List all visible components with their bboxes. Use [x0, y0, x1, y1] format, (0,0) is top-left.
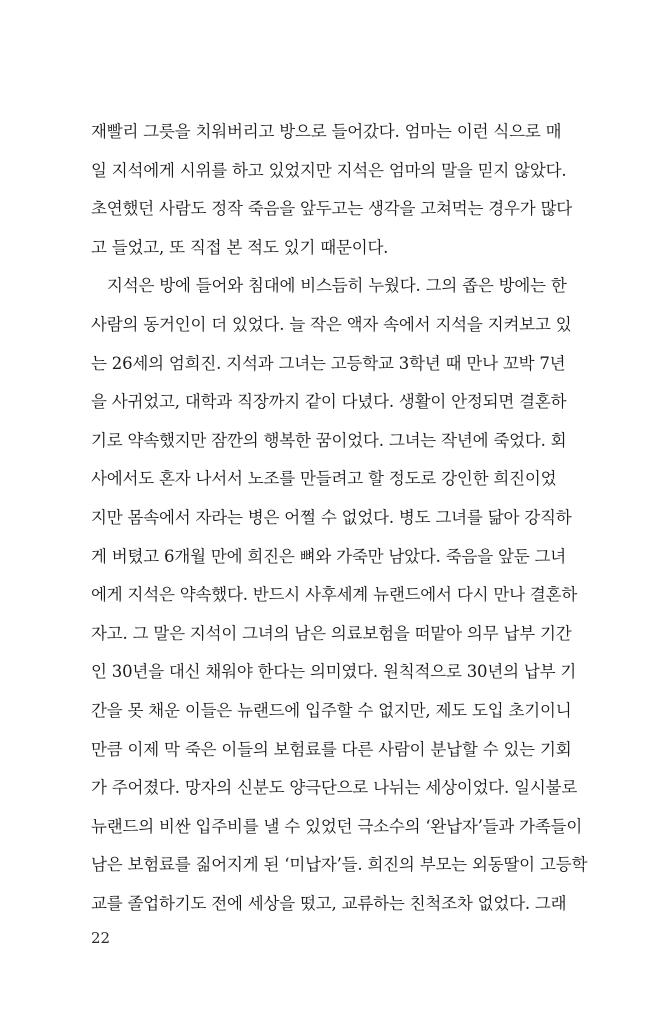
- text-line: 간을 못 채운 이들은 뉴랜드에 입주할 수 없지만, 제도 도입 초기이니: [91, 700, 572, 720]
- text-line: 일 지석에게 시위를 하고 있었지만 지석은 엄마의 말을 믿지 않았다.: [91, 160, 567, 180]
- text-line: 게 버텼고 6개월 만에 희진은 뼈와 가죽만 남았다. 죽음을 앞둔 그녀: [91, 546, 567, 566]
- text-line: 재빨리 그릇을 치워버리고 방으로 들어갔다. 엄마는 이런 식으로 매: [91, 122, 562, 141]
- text-line: 가 주어졌다. 망자의 신분도 양극단으로 나뉘는 세상이었다. 일시불로: [91, 778, 578, 798]
- text-line: 사람의 동거인이 더 있었다. 늘 작은 액자 속에서 지석을 지켜보고 있: [91, 314, 572, 334]
- text-line: 지석은 방에 들어와 침대에 비스듬히 누웠다. 그의 좁은 방에는 한: [107, 276, 567, 296]
- text-line: 초연했던 사람도 정작 죽음을 앞두고는 생각을 고쳐먹는 경우가 많다: [91, 199, 573, 219]
- body-text: [91, 113, 588, 923]
- text-line: 을 사귀었고, 대학과 직장까지 같이 다녔다. 생활이 안정되면 결혼하: [91, 392, 567, 412]
- text-line: 기로 약속했지만 잠깐의 행복한 꿈이었다. 그녀는 작년에 죽었다. 회: [91, 430, 567, 450]
- text-line: 뉴랜드의 비싼 입주비를 낼 수 있었던 극소수의 ‘완납자’들과 가족들이: [91, 816, 583, 836]
- text-line: 만큼 이제 막 죽은 이들의 보험료를 다른 사람이 분납할 수 있는 기회: [91, 739, 572, 759]
- text-line: 자고. 그 말은 지석이 그녀의 남은 의료보험을 떠맡아 의무 납부 기간: [91, 623, 572, 643]
- text-line: 에게 지석은 약속했다. 반드시 사후세계 뉴랜드에서 다시 만나 결혼하: [91, 585, 578, 605]
- text-line: 남은 보험료를 짊어지게 된 ‘미납자’들. 희진의 부모는 외동딸이 고등학: [91, 855, 588, 875]
- page-number: 22: [91, 929, 111, 947]
- text-line: 인 30년을 대신 채워야 한다는 의미였다. 원칙적으로 30년의 납부 기: [91, 662, 577, 682]
- text-line: 사에서도 혼자 나서서 노조를 만들려고 할 정도로 강인한 희진이었: [91, 469, 557, 489]
- text-line: 지만 몸속에서 자라는 병은 어쩔 수 없었다. 병도 그녀를 닮아 강직하: [91, 507, 572, 527]
- text-line: 는 26세의 엄희진. 지석과 그녀는 고등학교 3학년 때 만나 꼬박 7년: [91, 353, 566, 373]
- text-line: 교를 졸업하기도 전에 세상을 떴고, 교류하는 친척조차 없었다. 그래: [91, 893, 567, 913]
- text-line: 고 들었고, 또 직접 본 적도 있기 때문이다.: [91, 237, 389, 257]
